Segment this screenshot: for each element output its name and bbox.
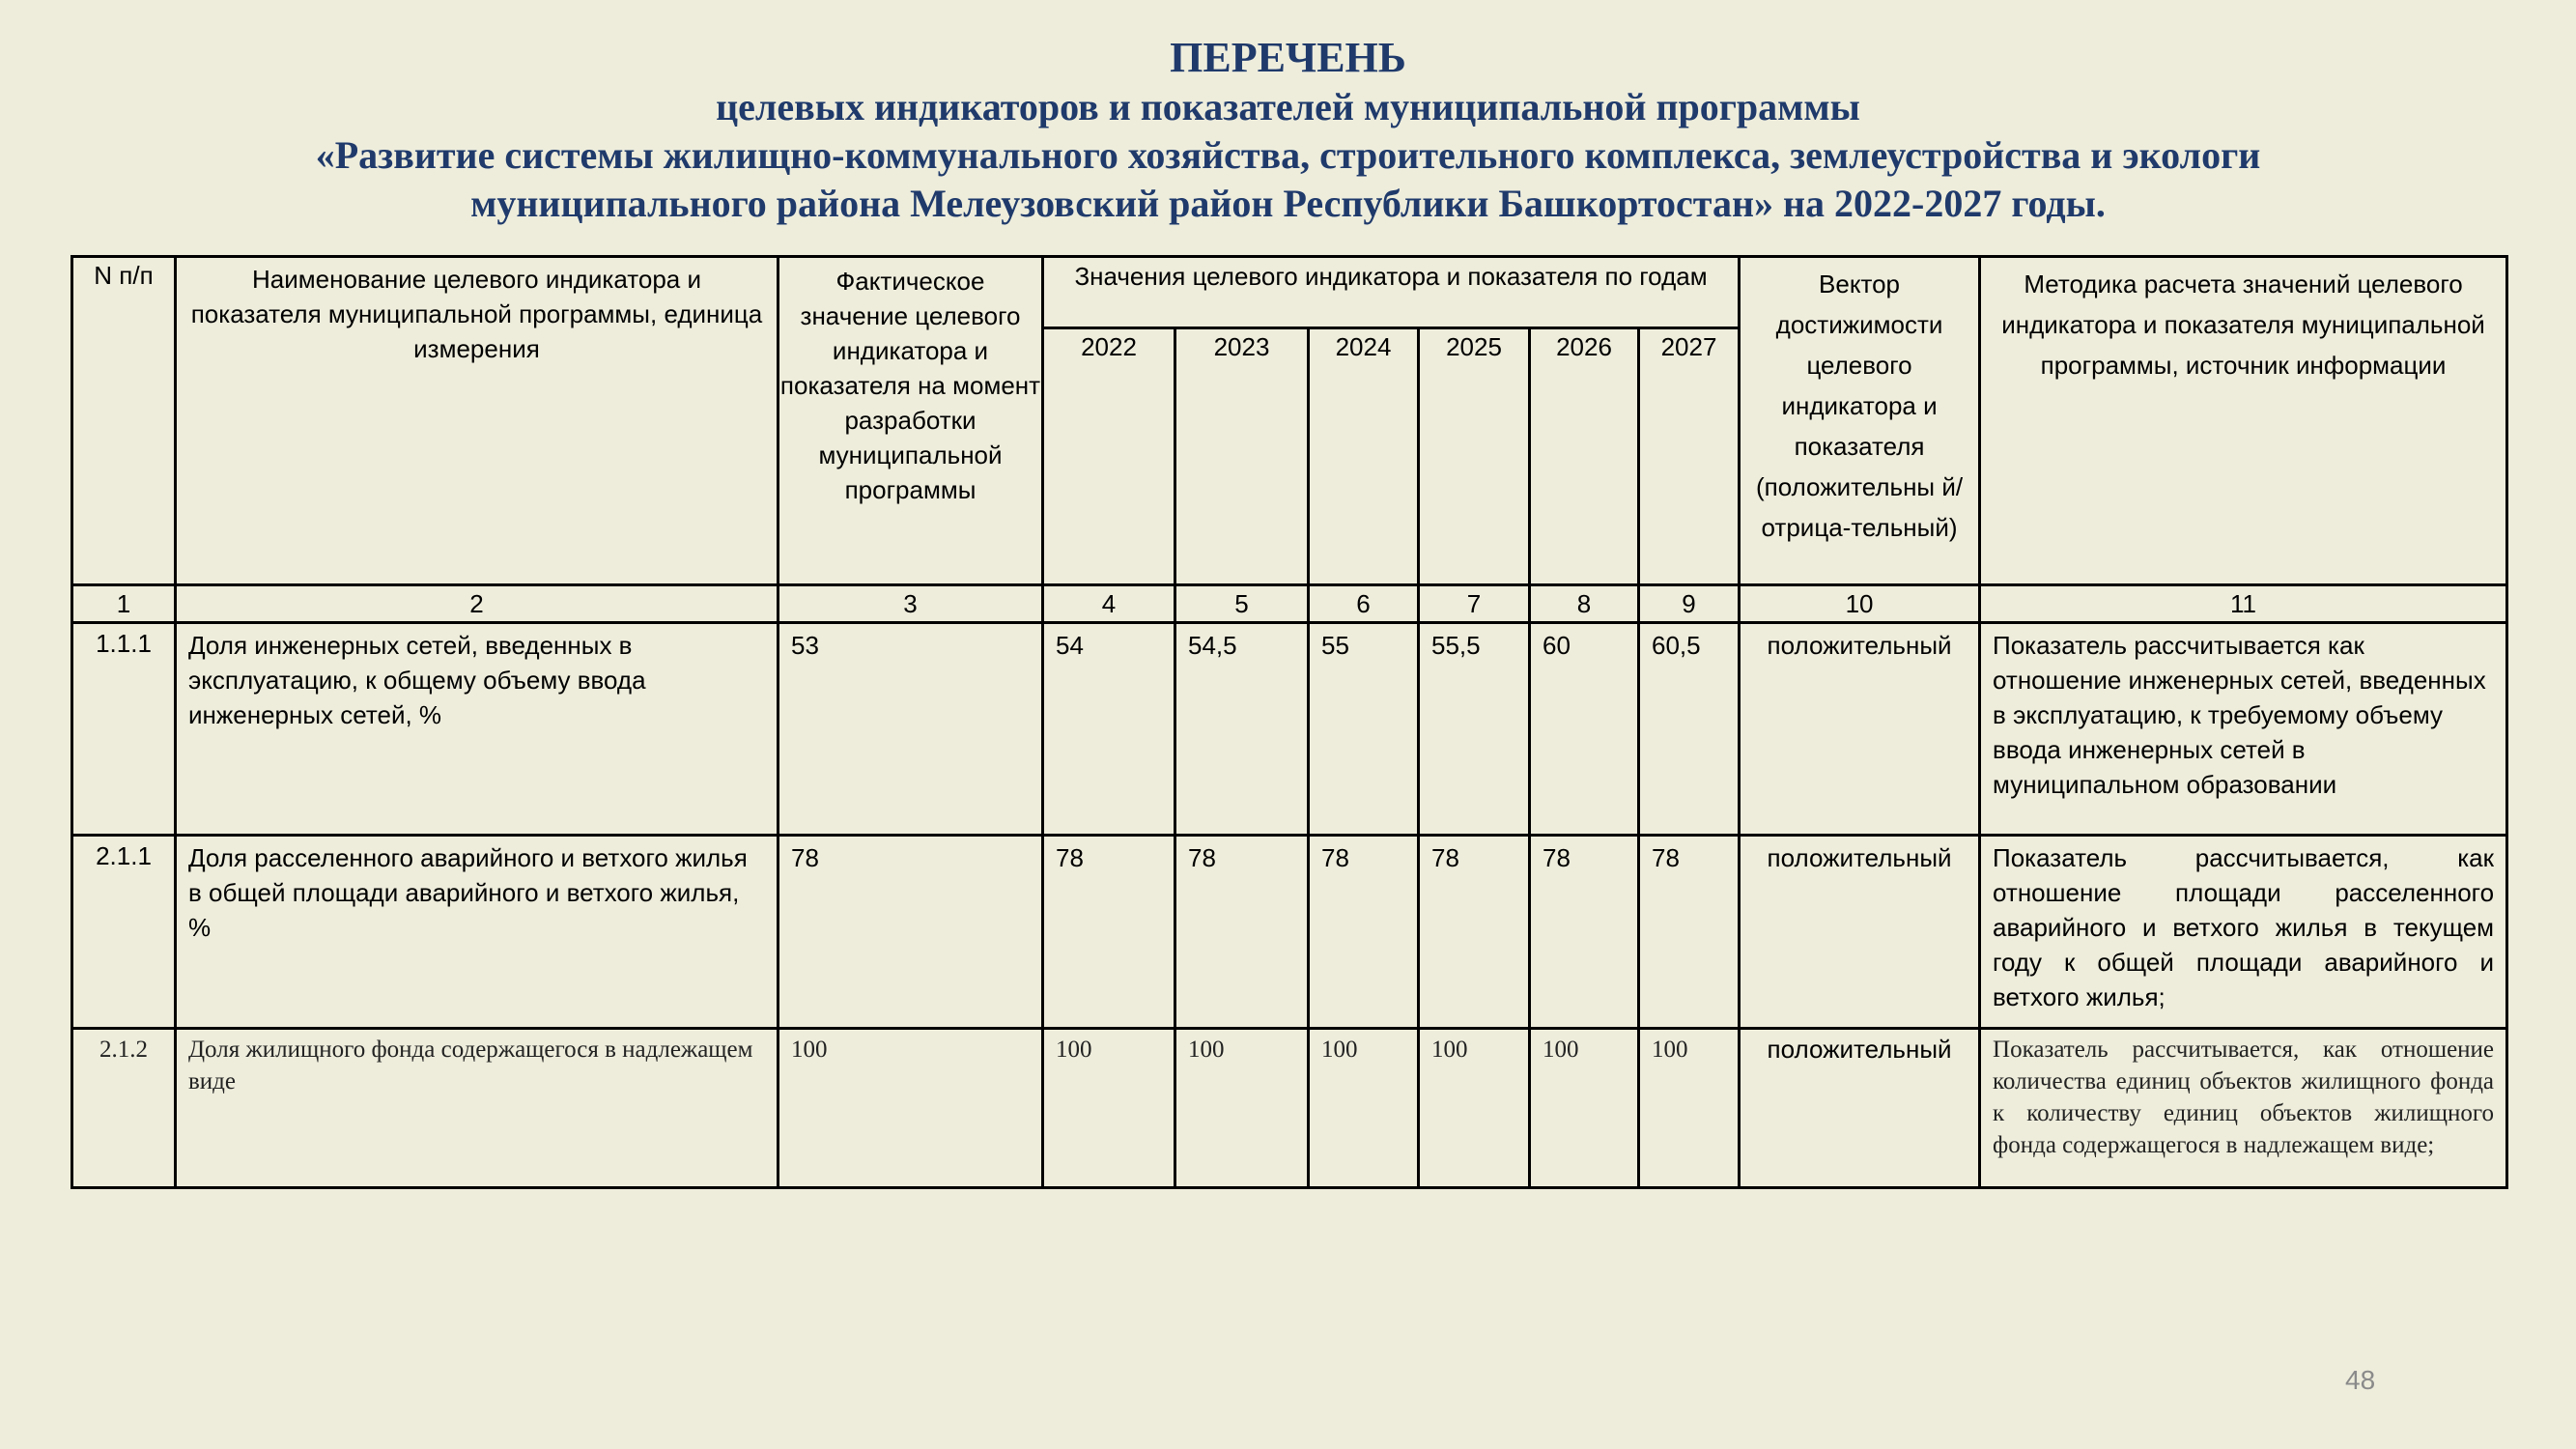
header-name: Наименование целевого индикатора и показателя муниципальной программы, единица измерения bbox=[176, 257, 778, 585]
row-name: Доля инженерных сетей, введенных в эксплуатацию, к общему объему ввода инженерных сетей, % bbox=[176, 623, 778, 836]
row-value-2026: 60 bbox=[1530, 623, 1639, 836]
header-method: Методика расчета значений целевого индикатора и показателя муниципальной программы, источник информации bbox=[1980, 257, 2507, 585]
header-year-2024: 2024 bbox=[1309, 328, 1419, 585]
indicators-table bbox=[71, 255, 2508, 1189]
column-number: 5 bbox=[1175, 585, 1309, 623]
column-number: 10 bbox=[1740, 585, 1980, 623]
column-number: 11 bbox=[1980, 585, 2507, 623]
header-fact: Фактическое значение целевого индикатора и показателя на момент разработки муниципальной программы bbox=[778, 257, 1043, 585]
row-value-2027: 100 bbox=[1639, 1029, 1740, 1188]
page-number: 48 bbox=[2345, 1365, 2376, 1395]
row-value-2024: 55 bbox=[1309, 623, 1419, 836]
column-number: 2 bbox=[176, 585, 778, 623]
column-number: 1 bbox=[72, 585, 176, 623]
header-year-2023: 2023 bbox=[1175, 328, 1309, 585]
column-number: 3 bbox=[778, 585, 1043, 623]
header-row-1 bbox=[72, 257, 2507, 328]
row-value-2023: 100 bbox=[1175, 1029, 1309, 1188]
row-value-2025: 78 bbox=[1419, 836, 1530, 1029]
row-fact: 100 bbox=[778, 1029, 1043, 1188]
title-line-1: ПЕРЕЧЕНЬ bbox=[1170, 34, 1406, 81]
title-line-2: целевых индикаторов и показателей муниципальной программы bbox=[716, 85, 1860, 128]
header-num: N п/п bbox=[72, 257, 176, 585]
header-year-2022: 2022 bbox=[1043, 328, 1175, 585]
column-number: 8 bbox=[1530, 585, 1639, 623]
row-name: Доля жилищного фонда содержащегося в надлежащем виде bbox=[176, 1029, 778, 1188]
header-year-2027: 2027 bbox=[1639, 328, 1740, 585]
row-value-2022: 78 bbox=[1043, 836, 1175, 1029]
header-years: Значения целевого индикатора и показателя по годам bbox=[1043, 257, 1740, 328]
row-name: Доля расселенного аварийного и ветхого жилья в общей площади аварийного и ветхого жилья, % bbox=[176, 836, 778, 1029]
row-value-2025: 100 bbox=[1419, 1029, 1530, 1188]
row-num: 1.1.1 bbox=[72, 623, 176, 836]
table-row bbox=[72, 1029, 2507, 1188]
row-value-2027: 78 bbox=[1639, 836, 1740, 1029]
row-value-2024: 100 bbox=[1309, 1029, 1419, 1188]
row-method: Показатель рассчитывается, как отношение количества единиц объектов жилищного фонда к количеству единиц объектов жилищного фонда содержащегося в надлежащем виде; bbox=[1980, 1029, 2507, 1188]
row-fact: 53 bbox=[778, 623, 1043, 836]
row-value-2022: 100 bbox=[1043, 1029, 1175, 1188]
document-title bbox=[0, 33, 2576, 228]
row-method: Показатель рассчитывается, как отношение площади расселенного аварийного и ветхого жилья в текущем году к общей площади аварийного и ветхого жилья; bbox=[1980, 836, 2507, 1029]
row-num: 2.1.2 bbox=[72, 1029, 176, 1188]
row-value-2026: 100 bbox=[1530, 1029, 1639, 1188]
row-num: 2.1.1 bbox=[72, 836, 176, 1029]
column-number: 7 bbox=[1419, 585, 1530, 623]
title-line-4: муниципального района Мелеузовский район Республики Башкортостан» на 2022-2027 годы. bbox=[470, 182, 2106, 225]
header-vector: Вектор достижимости целевого индикатора и показателя (положительны й/отрица-тельный) bbox=[1740, 257, 1980, 585]
column-number: 9 bbox=[1639, 585, 1740, 623]
table-row bbox=[72, 836, 2507, 1029]
row-fact: 78 bbox=[778, 836, 1043, 1029]
row-value-2027: 60,5 bbox=[1639, 623, 1740, 836]
row-value-2024: 78 bbox=[1309, 836, 1419, 1029]
table-row bbox=[72, 623, 2507, 836]
row-value-2022: 54 bbox=[1043, 623, 1175, 836]
column-number: 6 bbox=[1309, 585, 1419, 623]
row-value-2025: 55,5 bbox=[1419, 623, 1530, 836]
row-method: Показатель рассчитывается как отношение инженерных сетей, введенных в эксплуатацию, к требуемому объему ввода инженерных сетей в муниципальном образовании bbox=[1980, 623, 2507, 836]
header-year-2026: 2026 bbox=[1530, 328, 1639, 585]
row-vector: положительный bbox=[1740, 1029, 1980, 1188]
header-year-2025: 2025 bbox=[1419, 328, 1530, 585]
row-vector: положительный bbox=[1740, 836, 1980, 1029]
column-number: 4 bbox=[1043, 585, 1175, 623]
row-value-2026: 78 bbox=[1530, 836, 1639, 1029]
title-line-3: «Развитие системы жилищно-коммунального хозяйства, строительного комплекса, землеустройства и экологи bbox=[315, 133, 2261, 177]
row-value-2023: 78 bbox=[1175, 836, 1309, 1029]
row-value-2023: 54,5 bbox=[1175, 623, 1309, 836]
row-vector: положительный bbox=[1740, 623, 1980, 836]
column-number-row bbox=[72, 585, 2507, 623]
